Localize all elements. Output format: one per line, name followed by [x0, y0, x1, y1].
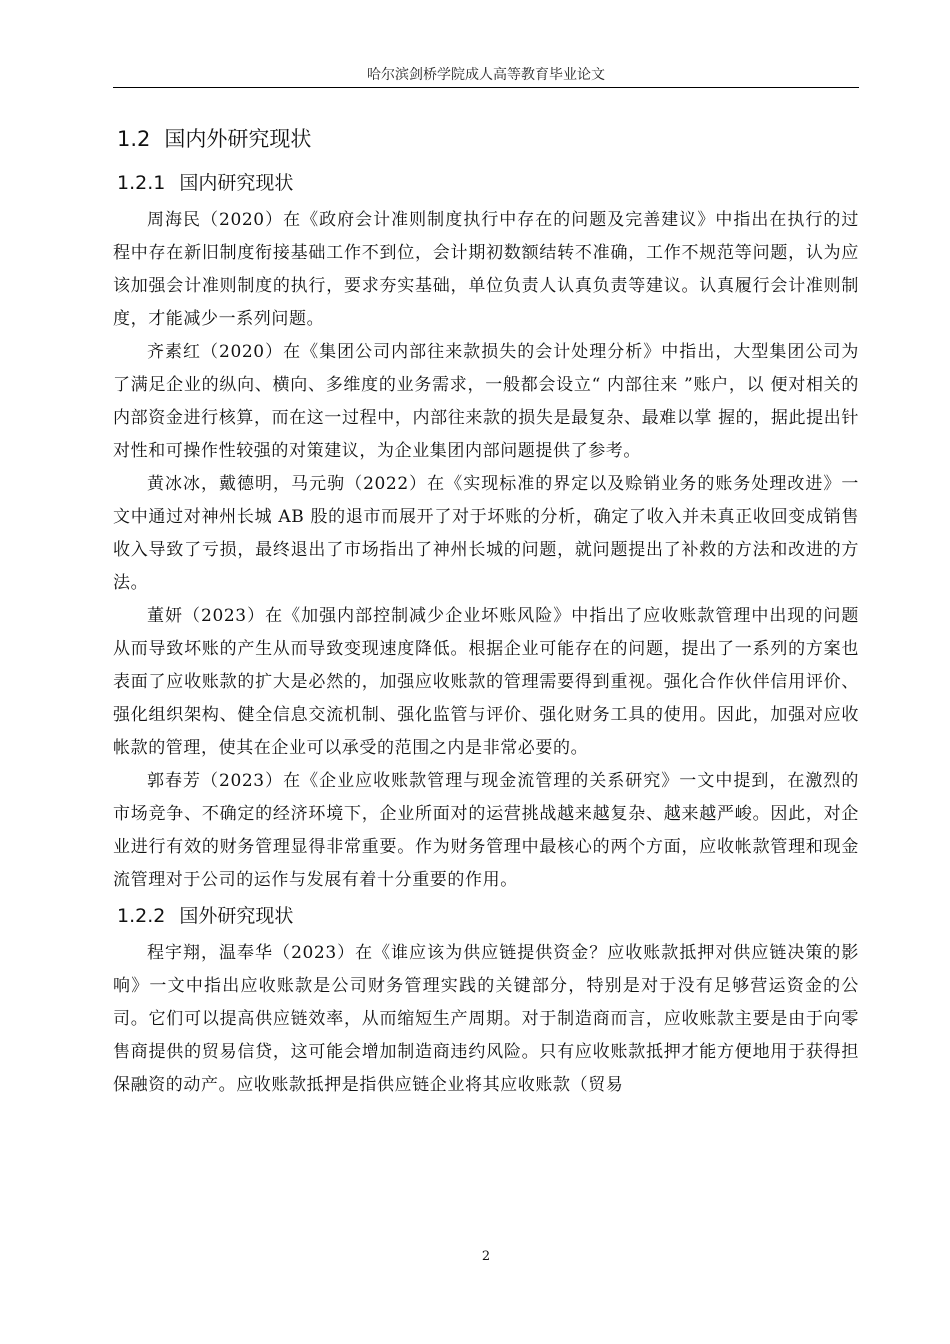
running-header: 哈尔滨剑桥学院成人高等教育毕业论文	[367, 67, 605, 83]
paragraph-huang-bingbing: 黄冰冰，戴德明，马元驹（2022）在《实现标准的界定以及赊销业务的账务处理改进》一文中通过对神州长城 AB 股的退市而展开了对于坏账的分析，确定了收入并未真正收回变成销售收入导致了亏损，最终退出了市场指出了神州长城的问题，就问题提出了补救的方法和改进的方法。	[113, 474, 859, 593]
subsection-title: 国外研究现状	[179, 905, 294, 927]
paragraph-qi-suhong: 齐素红（2020）在《集团公司内部往来款损失的会计处理分析》中指出，大型集团公司为了满足企业的纵向、横向、多维度的业务需求，一般都会设立“ 内部往来 ”账户，以 便对相关的内部资金进行核算，而在这一过程中，内部往来款的损失是最复杂、最难以掌 握的，据此提出针对性和可操作性较强的对策建议，为企业集团内部问题提供了参考。	[113, 342, 859, 461]
paragraph-guo-chunfang: 郭春芳（2023）在《企业应收账款管理与现金流管理的关系研究》一文中提到，在激烈的市场竞争、不确定的经济环境下，企业所面对的运营挑战越来越复杂、越来越严峻。因此，对企业进行有效的财务管理显得非常重要。作为财务管理中最核心的两个方面，应收帐款管理和现金流管理对于公司的运作与发展有着十分重要的作用。	[113, 771, 859, 890]
section-title: 国内外研究现状	[164, 127, 312, 151]
page-number: 2	[481, 1249, 491, 1264]
page-body	[113, 122, 859, 1102]
paragraph-zhou-haimin: 周海民（2020）在《政府会计准则制度执行中存在的问题及完善建议》中指出在执行的过程中存在新旧制度衔接基础工作不到位，会计期初数额结转不准确，工作不规范等问题，认为应该加强会计准则制度的执行，要求夯实基础，单位负责人认真负责等建议。认真履行会计准则制度，才能减少一系列问题。	[113, 210, 859, 329]
subsection-heading-domestic	[117, 168, 859, 198]
section-number: 1.2	[117, 127, 151, 151]
paragraph-cheng-yuxiang: 程宇翔，温奉华（2023）在《谁应该为供应链提供资金？应收账款抵押对供应链决策的影响》一文中指出应收账款是公司财务管理实践的关键部分，特别是对于没有足够营运资金的公司。它们可以提高供应链效率，从而缩短生产周期。对于制造商而言，应收账款主要是由于向零售商提供的贸易信贷，这可能会增加制造商违约风险。只有应收账款抵押才能方便地用于获得担保融资的动产。应收账款抵押是指供应链企业将其应收账款（贸易	[113, 943, 859, 1095]
subsection-heading-foreign	[117, 901, 859, 931]
subsection-number: 1.2.1	[117, 172, 166, 194]
header-divider	[113, 87, 859, 88]
section-heading	[117, 122, 859, 156]
paragraph-dong-yan: 董妍（2023）在《加强内部控制减少企业坏账风险》中指出了应收账款管理中出现的问题从而导致坏账的产生从而导致变现速度降低。根据企业可能存在的问题，提出了一系列的方案也表面了应收账款的扩大是必然的，加强应收账款的管理需要得到重视。强化合作伙伴信用评价、强化组织架构、健全信息交流机制、强化监管与评价、强化财务工具的使用。因此，加强对应收帐款的管理，使其在企业可以承受的范围之内是非常必要的。	[113, 606, 859, 758]
subsection-title: 国内研究现状	[179, 172, 294, 194]
subsection-number: 1.2.2	[117, 905, 166, 927]
